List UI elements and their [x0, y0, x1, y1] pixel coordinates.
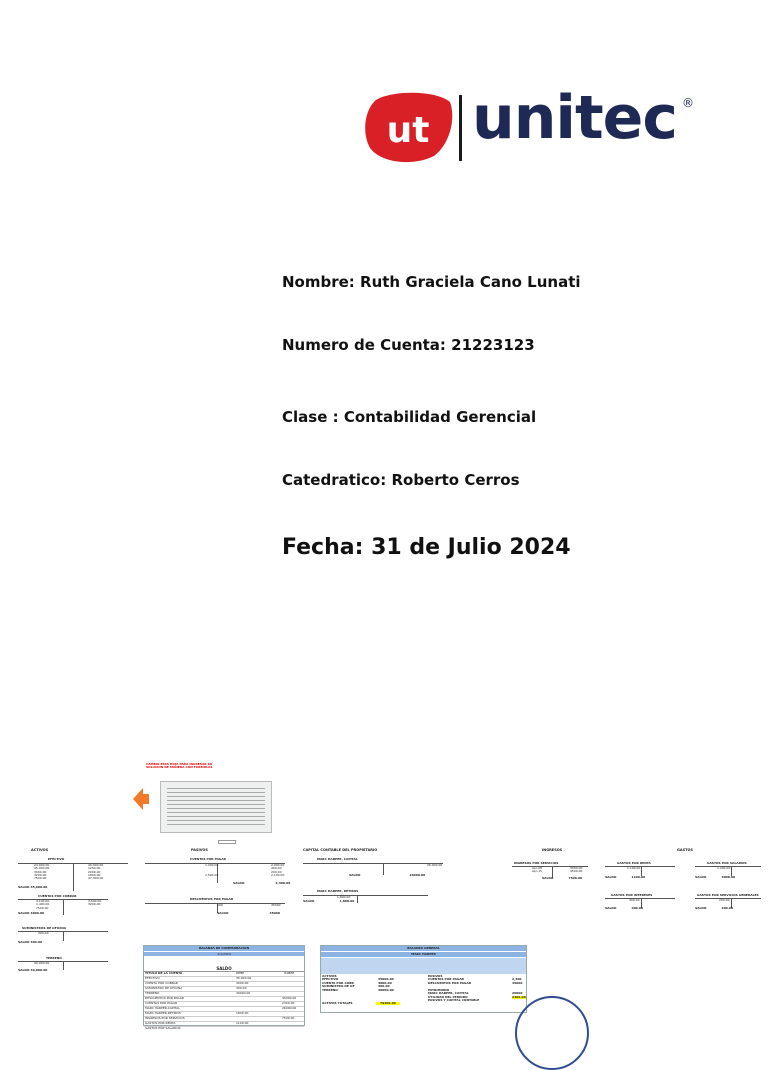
sheet-note: CAMBIO ESTA HOJA PARA INGRESAR SU SOLUCION DE MANERA CON FORMULAS	[146, 762, 213, 770]
table-row: DESCUENTOS POR PAGAR 45000	[428, 980, 523, 985]
table-row: CUENTA POR COBR 4000.00	[322, 980, 392, 985]
section-ingresos: INGRESOS	[542, 848, 563, 852]
logo-mark-text: ut	[386, 110, 430, 151]
table-row: CUENTAS POR PAGAR 2,300	[428, 977, 522, 981]
unitec-logo-mark	[362, 92, 454, 164]
t-account-suministros: SUMINISTROS DE OFICINA 300.00 SALDO 300.00	[18, 927, 108, 947]
student-name: Nombre: Ruth Graciela Cano Lunati	[282, 273, 581, 291]
t-account-descuentos-pagar: DESCUENTOS POR PAGAR 500 45000 SALDO 45000	[145, 898, 285, 920]
teacher-name: Catedratico: Roberto Cerros	[282, 471, 520, 489]
t-account-cuentas-pagar: CUENTAS POR PAGAR 1,200.00 2,500.00 2,000.00 300.00 200.00 2,100.00 SALDO 2,300.00	[145, 858, 285, 888]
table-row: GASTOS POR RENTA 1100.00	[144, 1021, 304, 1026]
t-account-cuentas-cobrar: CUENTAS POR COBRAR 4,100.00 1,400.00 7500.00 3,500.00 3200.00 SALDO 4000.00	[18, 895, 128, 919]
mini-document-preview	[160, 781, 272, 833]
section-capital: CAPITAL CONTABLE DEL PROPIETARIO	[303, 848, 378, 852]
table-row: PATRIMONIO	[428, 987, 450, 992]
table-row: EFECTIVO 35,000.00	[144, 976, 304, 981]
t-account-capital: MARC HARPER, CAPITAL 26,000.00 SALDO 26000.00	[303, 858, 443, 880]
table-row: TERRENO 40000.00	[322, 987, 394, 992]
balance-sheet-title: BALANZA GENERAL	[321, 946, 526, 951]
highlight-circle	[515, 996, 589, 1070]
table-row: PASIVOS	[428, 973, 443, 978]
table-row: SUMINISTRO DE OFICINA 300.00	[144, 986, 304, 991]
table-row: INGRESOS POR SERVICIOS 7500.00	[144, 1016, 304, 1021]
table-row: EFECTIVO 35000.00	[322, 977, 394, 981]
t-account-terreno: TERRENO 40,000.00 SALDO 40,000.00	[18, 957, 108, 977]
t-account-gastos-renta: GASTOS POR RENTA 1,100.00 SALDO 1100.00	[605, 862, 675, 884]
account-number: Numero de Cuenta: 21223123	[282, 336, 535, 354]
t-account-retiros: MARC HARPER, RETIROS 1,800.00 SALDO 1,800.00	[303, 890, 443, 910]
trial-balance-rows	[144, 976, 304, 1031]
section-activos: ACTIVOS	[31, 848, 49, 852]
t-account-gastos-generales: GASTOS POR SERVICIOS GENERALES 200.00 SALDO 200.00	[695, 894, 763, 916]
t-account-gastos-intereses: GASTOS POR INTERESES 400.00 SALDO 400.00	[605, 894, 675, 916]
balance-sheet-assets	[322, 975, 422, 993]
logo-wordmark: unitec	[472, 83, 677, 153]
table-row: MARC HARPER,RETIROS 1800.00	[144, 1011, 304, 1016]
balance-sheet-table: BALANZA GENERAL MARC HARPER ACTIVOS EFECTIVO 35000.00 CUENTA POR COBR 4000.00 SUMINISTRO DE OF 300.00 TERRENO 40000.00 PASIVOS CUENTAS POR PAGAR 2,300 DESCUENTOS POR PAGAR 45000 PATRIMONIO MARC HARPER, CAPITAL 26000 UTILIDAD DEL PERIODO 2300.00 PASIVOS Y CAPITAL CONTABLE ACTIVOS TOTALES 79300.00	[320, 945, 527, 1013]
total-assets-value: 79300.00	[376, 1002, 400, 1005]
trial-balance-title: BALANZA DE COMPROBACION	[144, 946, 304, 951]
table-row: PASIVOS Y CAPITAL CONTABLE	[428, 998, 480, 1002]
t-account-efectivo: EFECTIVO 24,000.00 45,000.00 3000.00 3200.00 7500.00 40,000.00 1250.00 2000.00 1800.00 47,300.00 SALDO 35,000.00	[18, 858, 128, 894]
t-account-ingresos: INGRESOS POR SERVICIOS Apr-08 Apr-15 3000.00 4500.00 SALDO 7500.00	[512, 862, 592, 884]
class-name: Clase : Contabilidad Gerencial	[282, 408, 537, 426]
arrow-left-icon	[133, 788, 149, 810]
table-row: MARC HARPER, CAPITAL 26000	[428, 991, 523, 995]
mini-label-box	[218, 840, 236, 844]
section-pasivos: PASIVOS	[191, 848, 208, 852]
table-row: UTILIDAD DEL PERIODO 2300.00	[428, 994, 526, 999]
table-row: ACTIVOS	[322, 973, 337, 978]
trial-balance-table: BALANZA DE COMPROBACION 1/1/2024 SALDO TITULO DE LA CUENTA DEBE HABER EFECTIVO 35,000.00 CUENTA POR COBRAR 4000.00 SUMINISTRO DE OFICINA 300.00 TERRENO 40000.00 DESCUENTOS POR PAGAR 45000.00 CUENTAS POR PAGAR 2300.00 MARC HARPER,CAPITAL 26000.00 MARC HARPER,RETIROS 1800.00 INGRESOS POR SERVICIOS 7500.00 GASTOS POR RENTA 1100.00 GASTOS POR SALARIOS	[143, 945, 305, 1026]
table-row: TERRENO 40000.00	[144, 991, 304, 996]
logo-divider	[459, 95, 462, 161]
table-row: CUENTA POR COBRAR 4000.00	[144, 981, 304, 986]
t-account-gastos-salarios: GASTOS POR SALARIOS 1,200.00 SALDO 3000.00	[695, 862, 763, 884]
table-row: DESCUENTOS POR PAGAR 45000.00	[144, 996, 304, 1001]
section-gastos: GASTOS	[677, 848, 693, 852]
registered-mark: ®	[682, 96, 694, 110]
t-account-title: EFECTIVO	[48, 857, 65, 861]
table-row: MARC HARPER,CAPITAL 26000.00	[144, 1006, 304, 1011]
balance-sheet-liabilities	[428, 975, 524, 1003]
table-row: SUMINISTRO DE OF 300.00	[322, 984, 390, 988]
report-date: Fecha: 31 de Julio 2024	[282, 535, 571, 560]
table-row: GASTOS POR SALARIOS	[144, 1026, 304, 1031]
table-row: CUENTAS POR PAGAR 2300.00	[144, 1001, 304, 1006]
